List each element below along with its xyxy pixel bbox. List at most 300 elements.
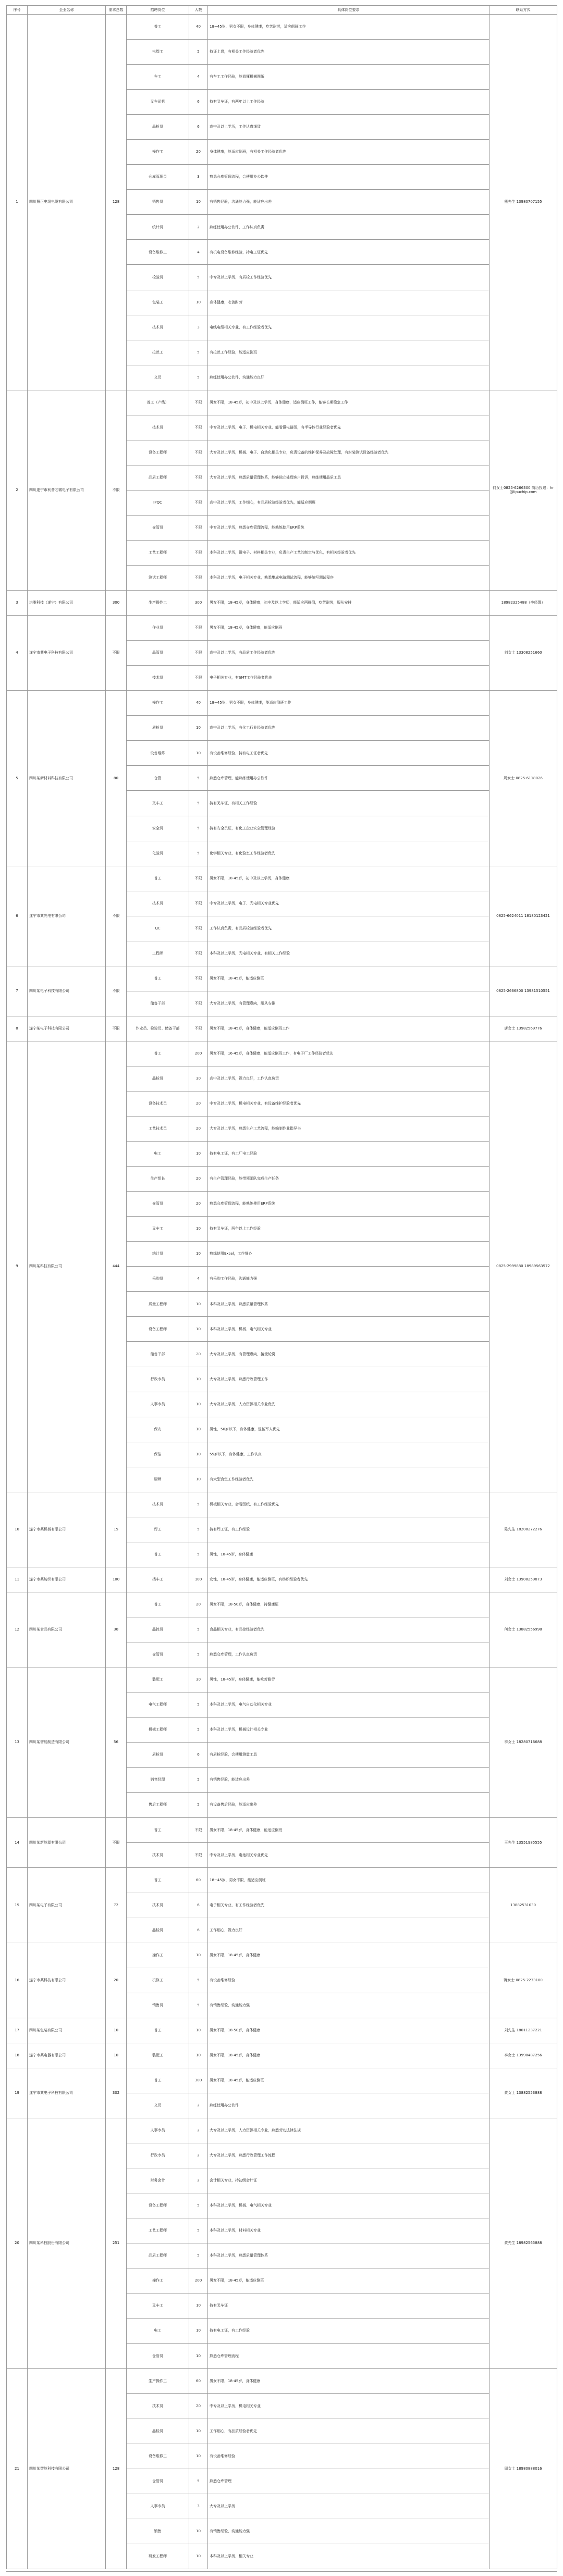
job-position: 普工（产线）	[127, 390, 189, 415]
job-requirements: 熟悉仓库管理，工作认真负责	[208, 1642, 489, 1667]
job-requirements: 本科及以上学历，电子相关专业，熟悉集成电路测试流程，能够编写测试程序	[208, 566, 489, 591]
job-requirements: 中专及以上学历，熟悉仓库管理流程，能熟练使用ERP系统	[208, 515, 489, 540]
job-count: 4	[189, 1267, 208, 1292]
job-requirements: 男女不限，18-50岁，身体健康，持健康证	[208, 1592, 489, 1617]
job-position: 设备维修工	[127, 2444, 189, 2469]
job-count: 5	[189, 1617, 208, 1642]
job-requirements: 男女不限，18-45岁，初中及以上学历，身体健康，适应倒班工作，能够长期稳定工作	[208, 390, 489, 415]
job-position: 技术员	[127, 415, 189, 440]
job-requirements: 熟练使用办公软件，工作认真负责	[208, 215, 489, 240]
table-row	[7, 2068, 557, 2093]
table-row	[7, 1492, 557, 1517]
job-requirements: 男性，50岁以下，身体健康，退伍军人优先	[208, 1417, 489, 1442]
job-requirements: 食品相关专业，有品控经验者优先	[208, 1617, 489, 1642]
job-count: 不限	[189, 465, 208, 490]
demand-total: 128	[106, 2369, 127, 2569]
job-count: 10	[189, 1943, 208, 1968]
job-count: 10	[189, 290, 208, 315]
job-position: 普工	[127, 1041, 189, 1066]
job-position: 行政专员	[127, 2143, 189, 2168]
job-count: 不限	[189, 1016, 208, 1041]
job-count: 10	[189, 2043, 208, 2068]
job-count: 5	[189, 40, 208, 65]
company-name: 四川某电子有限公司	[28, 1868, 106, 1943]
table-row	[7, 1592, 557, 1617]
job-position: 设备工程师	[127, 440, 189, 465]
job-count: 10	[189, 716, 208, 741]
job-count: 20	[189, 1167, 208, 1192]
job-position: 普工	[127, 15, 189, 40]
job-position: 品检员	[127, 1918, 189, 1943]
contact-info: 李女士 13990487256	[489, 2043, 557, 2068]
job-position: 普工	[127, 1868, 189, 1893]
job-requirements: 会计相关专业，持初级会计证	[208, 2168, 489, 2193]
job-requirements: 有设备维修经验	[208, 2444, 489, 2469]
job-requirements: 电子相关专业，有工作经验者优先	[208, 1893, 489, 1918]
table-row	[7, 1818, 557, 1843]
row-seq: 8	[7, 1016, 28, 1041]
job-position: 设备维修工	[127, 240, 189, 265]
job-requirements: 男女不限，18-45岁，身体健康	[208, 1943, 489, 1968]
job-position: 操作工	[127, 1943, 189, 1968]
job-requirements: 本科及以上学历，机械、电气相关专业	[208, 2193, 489, 2218]
job-requirements: 男女不限，18-45岁，身体健康	[208, 2369, 489, 2394]
job-requirements: 有销售经验，沟通能力强，能适应出差	[208, 190, 489, 215]
job-position: 储备干部	[127, 991, 189, 1016]
job-count: 5	[189, 1793, 208, 1818]
job-count: 200	[189, 1041, 208, 1066]
job-requirements: 男女不限，18-45岁，能适应倒班	[208, 2068, 489, 2093]
job-requirements: 工作细心，视力良好	[208, 1918, 489, 1943]
job-count: 2	[189, 2168, 208, 2193]
row-seq: 9	[7, 1041, 28, 1492]
job-requirements: 电子相关专业，有SMT工作经验者优先	[208, 666, 489, 691]
company-name: 四川某智能科技有限公司	[28, 2369, 106, 2569]
job-position: 文员	[127, 365, 189, 390]
job-requirements: 高中及以上学历，视力良好，工作认真负责	[208, 1066, 489, 1091]
contact-info: 0825-2666800 13981510551	[489, 966, 557, 1016]
job-requirements: 男女不限，18-45岁，初中及以上学历，身体健康	[208, 866, 489, 891]
job-count: 5	[189, 1968, 208, 1993]
table-row	[7, 2118, 557, 2143]
job-position: 叉车工	[127, 1217, 189, 1242]
table-row	[7, 2018, 557, 2043]
job-requirements: 中专及以上学历，机电相关专业	[208, 2394, 489, 2419]
job-requirements: 持有电工证，有工作经验	[208, 2319, 489, 2344]
table-row	[7, 966, 557, 991]
job-requirements: 有生产管理经验，能带领团队完成生产任务	[208, 1167, 489, 1192]
job-count: 3	[189, 315, 208, 340]
job-position: 叉车司机	[127, 90, 189, 115]
job-count: 3	[189, 2494, 208, 2519]
row-seq: 13	[7, 1667, 28, 1818]
company-name: 四川某智能制造有限公司	[28, 1667, 106, 1818]
job-requirements: 中专及以上学历，电池相关专业优先	[208, 1843, 489, 1868]
company-name: 四川某新材料科技有限公司	[28, 691, 106, 866]
job-requirements: 熟悉仓库管理，能熟练使用办公软件	[208, 766, 489, 791]
job-requirements: 身体健康，吃苦耐劳	[208, 290, 489, 315]
job-requirements: 有销售经验，沟通能力强	[208, 2519, 489, 2544]
job-requirements: 本科及以上学历，机械、电气相关专业	[208, 1317, 489, 1342]
job-requirements: 大专及以上学历	[208, 2494, 489, 2519]
job-position: 操作工	[127, 2268, 189, 2293]
job-requirements: 男性，18-45岁，身体健康	[208, 1542, 489, 1567]
company-name: 四川某科技股份有限公司	[28, 2118, 106, 2368]
job-count: 5	[189, 1517, 208, 1542]
row-seq: 7	[7, 966, 28, 1016]
job-count: 10	[189, 2293, 208, 2319]
job-position: 技术员	[127, 1893, 189, 1918]
job-count: 不限	[189, 991, 208, 1016]
job-requirements: 熟悉仓库管理流程，能熟练使用ERP系统	[208, 1192, 489, 1217]
job-count: 5	[189, 1993, 208, 2018]
job-requirements: 有采购工作经验，沟通能力强	[208, 1267, 489, 1292]
job-requirements: 机械相关专业，会看图纸，有工作经验优先	[208, 1492, 489, 1517]
job-requirements: 大专及以上学历，熟悉生产工艺流程，能编制作业指导书	[208, 1117, 489, 1142]
job-position: 质检员	[127, 716, 189, 741]
job-count: 5	[189, 1718, 208, 1743]
job-count: 不限	[189, 540, 208, 565]
job-position: 普工	[127, 2068, 189, 2093]
job-requirements: 本科及以上学历，光电相关专业，有相关工作经验	[208, 941, 489, 966]
header-num: 人数	[189, 6, 208, 15]
job-count: 20	[189, 2394, 208, 2419]
company-name: 遂宁市某纺织有限公司	[28, 1567, 106, 1592]
demand-total: 20	[106, 1943, 127, 2018]
job-count: 40	[189, 691, 208, 716]
demand-total: 不限	[106, 616, 127, 691]
table-header-row	[7, 6, 557, 15]
row-seq: 12	[7, 1592, 28, 1667]
table-row	[7, 691, 557, 716]
job-requirements: 男女不限，18-45岁，身体健康，能适应倒班	[208, 616, 489, 641]
job-position: 采购员	[127, 1267, 189, 1292]
job-requirements: 18~45岁，男女不限，能适应倒班	[208, 1868, 489, 1893]
row-seq: 20	[7, 2118, 28, 2368]
job-requirements: 持有叉车证，两年以上工作经验	[208, 1217, 489, 1242]
job-count: 10	[189, 2344, 208, 2369]
job-requirements: 大专及以上学历，熟悉质量管理体系，能够独立处理客户投诉，熟练使用品质工具	[208, 465, 489, 490]
demand-total: 300	[106, 591, 127, 616]
table-row	[7, 1567, 557, 1592]
job-count: 不限	[189, 666, 208, 691]
job-count: 不限	[189, 916, 208, 941]
job-requirements: 大专及以上学历，人力资源相关专业优先	[208, 1392, 489, 1417]
row-seq: 17	[7, 2018, 28, 2043]
company-name: 四川某电子科技有限公司	[28, 966, 106, 1016]
job-requirements: 熟悉仓库管理流程	[208, 2344, 489, 2369]
table-row	[7, 616, 557, 641]
job-count: 5	[189, 766, 208, 791]
job-count: 5	[189, 1492, 208, 1517]
job-position: 普工	[127, 1542, 189, 1567]
job-position: 装配工	[127, 2043, 189, 2068]
row-seq: 10	[7, 1492, 28, 1567]
header-req: 具体岗位要求	[208, 6, 489, 15]
demand-total: 10	[106, 2043, 127, 2068]
job-requirements: 电线电缆相关专业，有工作经验者优先	[208, 315, 489, 340]
job-position: 车工	[127, 65, 189, 90]
job-position: 财务会计	[127, 2168, 189, 2193]
job-requirements: 本科及以上学历，电气自动化相关专业	[208, 1692, 489, 1718]
job-requirements: 有销售经验，能适应出差	[208, 1768, 489, 1793]
contact-info: 刘女士 13908259873	[489, 1567, 557, 1592]
job-requirements: 大专及以上学历，熟悉行政管理工作流程	[208, 2143, 489, 2168]
row-seq: 18	[7, 2043, 28, 2068]
job-requirements: 持有叉车证	[208, 2293, 489, 2319]
job-requirements: 男性，18-45岁，身体健康，能吃苦耐劳	[208, 1667, 489, 1692]
job-count: 不限	[189, 390, 208, 415]
header-total: 需求总数	[106, 6, 127, 15]
job-requirements: 本科及以上学历，熟悉质量管理体系	[208, 1292, 489, 1317]
job-position: 焊工	[127, 1517, 189, 1542]
job-count: 200	[189, 2268, 208, 2293]
job-position: 安全员	[127, 816, 189, 841]
company-name: 遂宁某电子科技有限公司	[28, 1016, 106, 1041]
contact-info: 0825-2999880 18989563572	[489, 1041, 557, 1492]
job-count: 10	[189, 1442, 208, 1467]
job-count: 60	[189, 1868, 208, 1893]
job-count: 10	[189, 1242, 208, 1267]
jobs-body	[7, 15, 557, 2569]
job-count: 5	[189, 1692, 208, 1718]
job-requirements: 有拉丝工作经验，能适应倒班	[208, 340, 489, 365]
contact-info: 李女士 18280716688	[489, 1667, 557, 1818]
job-requirements: 工作细心，有品质经验者优先	[208, 2419, 489, 2444]
job-requirements: 工作认真负责，有品质检验经验者优先	[208, 916, 489, 941]
table-row	[7, 866, 557, 891]
job-requirements: 熟练使用Excel，工作细心	[208, 1242, 489, 1267]
job-position: 电工	[127, 1142, 189, 1167]
job-requirements: 本科及以上学历，机械设计相关专业	[208, 1718, 489, 1743]
job-requirements: 男女不限，18-50岁，身体健康	[208, 2018, 489, 2043]
header-contact: 联系方式	[489, 6, 557, 15]
job-requirements: 中专及以上学历，机电相关专业，有设备维护经验者优先	[208, 1091, 489, 1117]
job-requirements: 持有安全员证，有化工企业安全管理经验	[208, 816, 489, 841]
contact-info: 陈先生 18208272276	[489, 1492, 557, 1567]
job-requirements: 有销售经验，沟通能力强	[208, 1993, 489, 2018]
job-position: 电气工程师	[127, 1692, 189, 1718]
job-position: 生产操作工	[127, 2369, 189, 2394]
job-position: 作业员	[127, 616, 189, 641]
demand-total: 不限	[106, 966, 127, 1016]
job-position: 叉车工	[127, 2293, 189, 2319]
job-requirements: 有大型食堂工作经验者优先	[208, 1467, 489, 1492]
job-requirements: 男女不限，18-45岁，身体健康	[208, 2043, 489, 2068]
job-count: 6	[189, 1893, 208, 1918]
company-name: 遂宁市某光电有限公司	[28, 866, 106, 966]
job-position: 设备技术员	[127, 1091, 189, 1117]
job-requirements: 本科及以上学历，相关专业	[208, 2544, 489, 2569]
demand-total: 30	[106, 1592, 127, 1667]
job-position: 研发工程师	[127, 2544, 189, 2569]
contact-info: 刘女士 13308251660	[489, 616, 557, 691]
job-position: 叉车工	[127, 791, 189, 816]
job-requirements: 高中及以上学历，工作认真细致	[208, 115, 489, 140]
job-count: 不限	[189, 1843, 208, 1868]
job-position: 装配工	[127, 1667, 189, 1692]
job-position: 人事专员	[127, 1392, 189, 1417]
job-position: 销售员	[127, 1993, 189, 2018]
job-count: 10	[189, 2519, 208, 2544]
demand-total: 56	[106, 1667, 127, 1818]
job-position: 操作工	[127, 140, 189, 165]
job-position: 仓管员	[127, 515, 189, 540]
table-row	[7, 390, 557, 415]
job-position: 普工	[127, 966, 189, 991]
job-requirements: 女性，18-45岁，身体健康，能适应倒班，有纺织经验者优先	[208, 1567, 489, 1592]
company-name: 四川遂宁市利普芯微电子有限公司	[28, 390, 106, 590]
job-position: 销售经理	[127, 1768, 189, 1793]
contact-info: 周女士 0825-6118026	[489, 691, 557, 866]
jobs-table	[6, 5, 557, 2569]
company-name: 遂宁市某电子科技有限公司	[28, 2068, 106, 2118]
row-seq: 3	[7, 591, 28, 616]
table-row	[7, 1041, 557, 1066]
job-requirements: 持有焊工证，有工作经验	[208, 1517, 489, 1542]
contact-info: 0825-6624011 18180123421	[489, 866, 557, 966]
job-requirements: 大专及以上学历，机械、电子、自动化相关专业，负责设备的维护保养及故障处理，有封装测试设备经验者优先	[208, 440, 489, 465]
table-row	[7, 591, 557, 616]
job-count: 20	[189, 1117, 208, 1142]
job-requirements: 中专及以上学历，电子、光电相关专业优先	[208, 891, 489, 916]
table-bottom-rule	[6, 2571, 557, 2572]
company-name: 四川某科技有限公司	[28, 1041, 106, 1492]
job-position: 技术员	[127, 2394, 189, 2419]
job-count: 3	[189, 165, 208, 190]
job-count: 4	[189, 240, 208, 265]
job-count: 10	[189, 1292, 208, 1317]
job-position: QC	[127, 916, 189, 941]
header-company: 企业名称	[28, 6, 106, 15]
job-position: 售后工程师	[127, 1793, 189, 1818]
row-seq: 1	[7, 15, 28, 390]
demand-total: 72	[106, 1868, 127, 1943]
contact-info: 18982325488（李经理）	[489, 591, 557, 616]
job-requirements: 熟练使用办公软件，沟通能力良好	[208, 365, 489, 390]
contact-info: 13882531030	[489, 1868, 557, 1943]
job-position: 品质工程师	[127, 2243, 189, 2268]
demand-total: 444	[106, 1041, 127, 1492]
job-count: 不限	[189, 566, 208, 591]
job-count: 2	[189, 215, 208, 240]
job-count: 6	[189, 115, 208, 140]
job-count: 5	[189, 365, 208, 390]
job-count: 4	[189, 65, 208, 90]
job-count: 10	[189, 1467, 208, 1492]
company-name: 四川慧正电线电缆有限公司	[28, 15, 106, 390]
job-position: 仓管员	[127, 1642, 189, 1667]
job-count: 5	[189, 340, 208, 365]
job-position: 电焊工	[127, 40, 189, 65]
table-row	[7, 2043, 557, 2068]
job-position: 设备工程师	[127, 1317, 189, 1342]
job-count: 300	[189, 591, 208, 616]
job-count: 6	[189, 90, 208, 115]
job-position: 生产组长	[127, 1167, 189, 1192]
job-requirements: 持有叉车证，有相关工作经验	[208, 791, 489, 816]
demand-total: 80	[106, 691, 127, 866]
job-position: 品检员	[127, 1066, 189, 1091]
job-count: 5	[189, 1542, 208, 1567]
job-position: 拉丝工	[127, 340, 189, 365]
header-seq: 序号	[7, 6, 28, 15]
job-requirements: 持有电工证，有工厂电工经验	[208, 1142, 489, 1167]
job-count: 10	[189, 1317, 208, 1342]
table-row	[7, 1868, 557, 1893]
job-count: 20	[189, 1342, 208, 1367]
row-seq: 5	[7, 691, 28, 866]
job-count: 10	[189, 1217, 208, 1242]
company-name: 四川某食品有限公司	[28, 1592, 106, 1667]
row-seq: 19	[7, 2068, 28, 2118]
job-position: 质检员	[127, 1743, 189, 1768]
job-position: 测试工程师	[127, 566, 189, 591]
job-count: 10	[189, 2444, 208, 2469]
company-name: 遂宁市某科技有限公司	[28, 1943, 106, 2018]
job-position: 仓管员	[127, 1192, 189, 1217]
job-position: 人事专员	[127, 2118, 189, 2143]
contact-info: 蒋女士 0825-2233100	[489, 1943, 557, 2018]
job-count: 不限	[189, 941, 208, 966]
job-position: 保安	[127, 1417, 189, 1442]
job-position: 人事专员	[127, 2494, 189, 2519]
company-name: 遂宁市某电器有限公司	[28, 2043, 106, 2068]
job-position: 行政专员	[127, 1367, 189, 1392]
job-position: 技术员	[127, 666, 189, 691]
job-count: 6	[189, 1743, 208, 1768]
job-requirements: 持证上岗，有相关工作经验者优先	[208, 40, 489, 65]
job-position: 技术员	[127, 891, 189, 916]
job-count: 300	[189, 2068, 208, 2093]
table-row	[7, 1667, 557, 1692]
job-count: 5	[189, 2469, 208, 2494]
job-requirements: 高中及以上学历，工作细心，有品质检验经验者优先，能适应倒班	[208, 490, 489, 515]
job-count: 100	[189, 1567, 208, 1592]
job-position: 储备干部	[127, 1342, 189, 1367]
job-position: 统计员	[127, 1242, 189, 1267]
demand-total: 251	[106, 2118, 127, 2368]
demand-total: 不限	[106, 1818, 127, 1868]
job-requirements: 有设备维修经验	[208, 1968, 489, 1993]
row-seq: 2	[7, 390, 28, 590]
job-position: 质量工程师	[127, 1292, 189, 1317]
job-count: 不限	[189, 966, 208, 991]
job-position: 工艺工程师	[127, 540, 189, 565]
job-position: 普工	[127, 1592, 189, 1617]
job-count: 10	[189, 1367, 208, 1392]
job-count: 20	[189, 1091, 208, 1117]
job-count: 5	[189, 1642, 208, 1667]
job-requirements: 有质检经验，会使用测量工具	[208, 1743, 489, 1768]
job-requirements: 中专及以上学历，有质检工作经验优先	[208, 265, 489, 290]
job-position: 普工	[127, 1818, 189, 1843]
job-count: 5	[189, 791, 208, 816]
job-count: 6	[189, 1918, 208, 1943]
job-count: 10	[189, 190, 208, 215]
job-requirements: 大专及以上学历，熟悉行政管理工作	[208, 1367, 489, 1392]
job-count: 不限	[189, 866, 208, 891]
job-position: 品管员	[127, 641, 189, 666]
job-requirements: 本科及以上学历，材料相关专业	[208, 2218, 489, 2243]
row-seq: 4	[7, 616, 28, 691]
row-seq: 14	[7, 1818, 28, 1868]
job-position: 品质工程师	[127, 465, 189, 490]
job-requirements: 男女不限，16-45岁，身体健康，能适应倒班工作，有电子厂工作经验者优先	[208, 1041, 489, 1066]
job-position: 操作工	[127, 691, 189, 716]
job-requirements: 中专及以上学历，电子、机电相关专业，能看懂电路图，有半导体行业经验者优先	[208, 415, 489, 440]
job-count: 5	[189, 2243, 208, 2268]
